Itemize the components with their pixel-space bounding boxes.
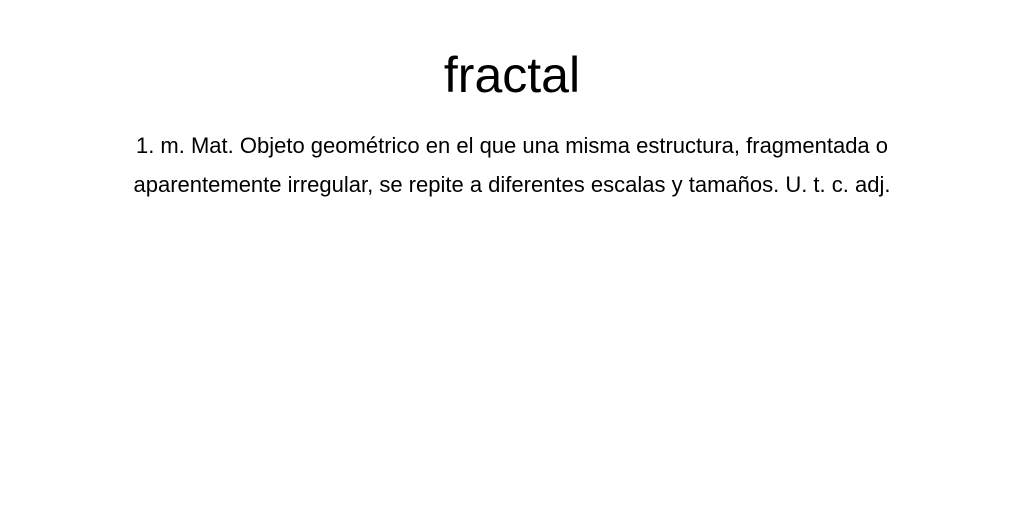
entry-term: fractal — [443, 47, 581, 103]
entry-definition: 1. m. Mat. Objeto geométrico en el que una misma estructura, fragmentada o aparentemente irregular, se repite a diferentes escalas y tamaños. U. t. c. adj. — [133, 133, 891, 197]
